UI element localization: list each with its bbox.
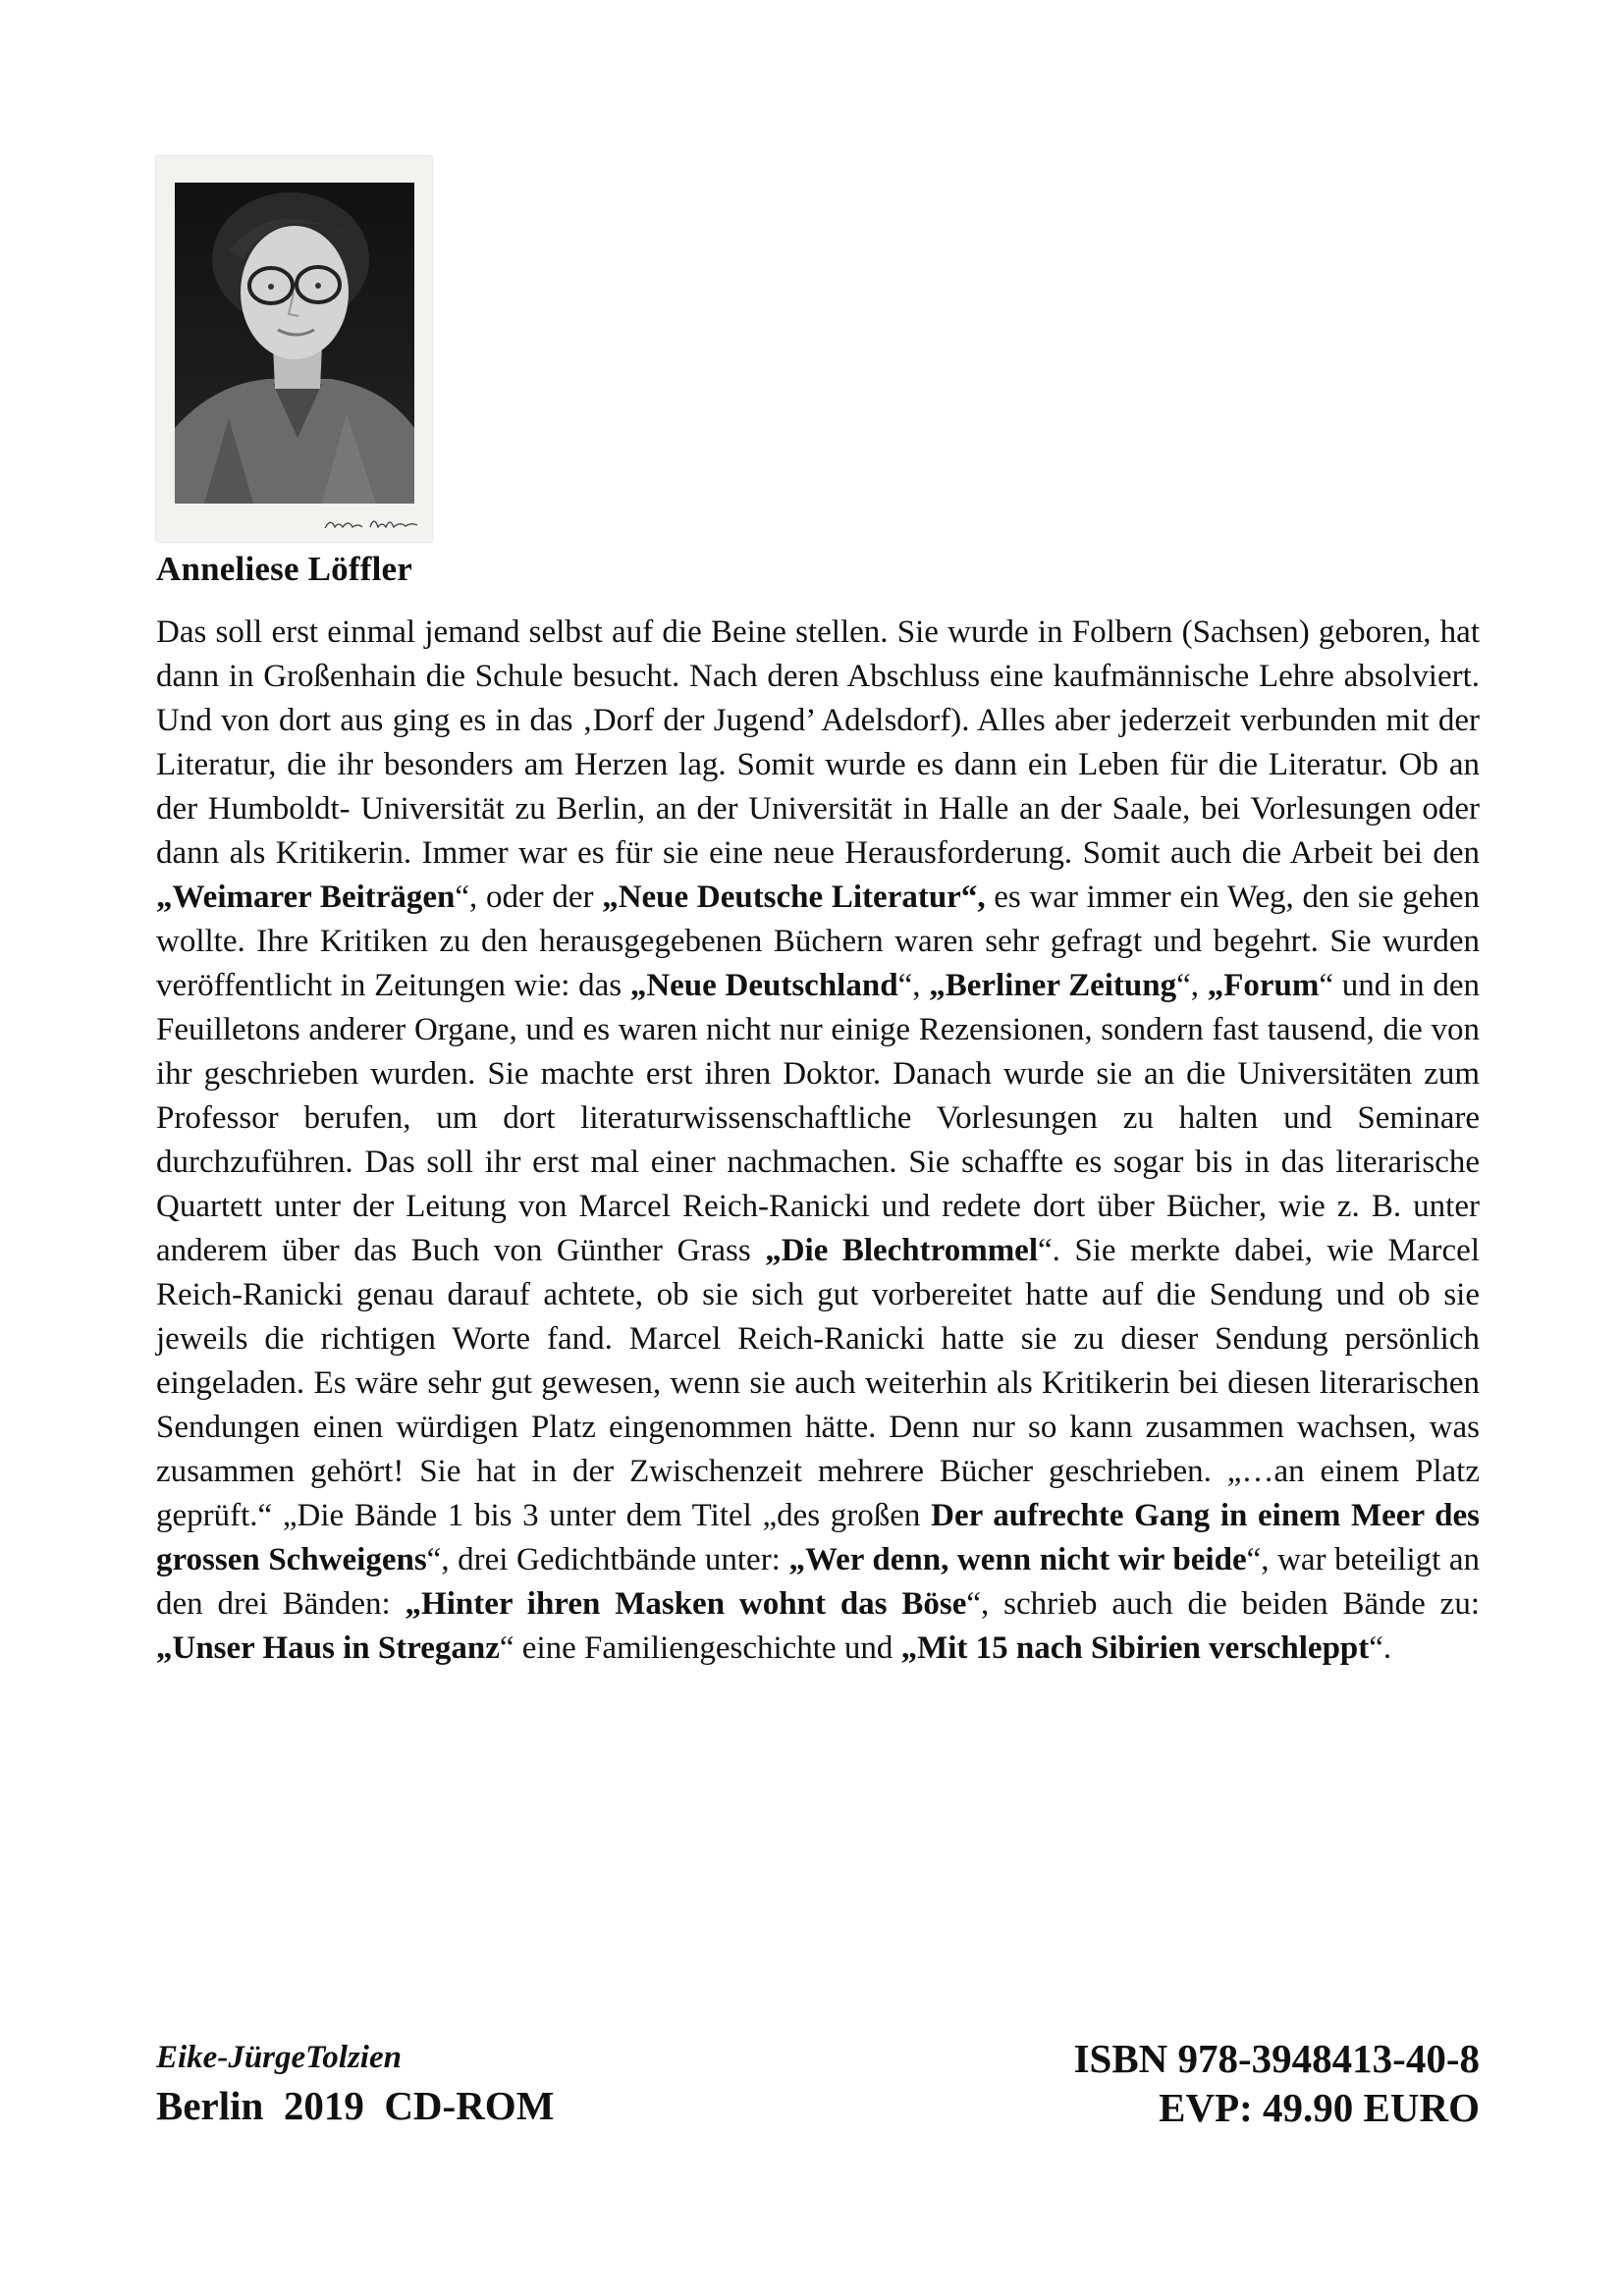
- title-unser-haus-in-streganz: „Unser Haus in Streganz: [156, 1630, 500, 1666]
- title-weimarer-beitraege: „Weimarer Beiträgen: [156, 880, 456, 915]
- bio-text: “, drei Gedichtbände unter:: [426, 1542, 789, 1577]
- title-die-blechtrommel: „Die Blechtrommel: [765, 1233, 1038, 1268]
- bio-text: “, schrieb auch die beiden Bände zu:: [966, 1586, 1480, 1622]
- author-portrait-photo: [156, 156, 432, 542]
- title-wer-denn-wenn-nicht-wir-beide: „Wer denn, wenn nicht wir beide: [788, 1542, 1247, 1577]
- footer-publisher-info: [156, 2034, 554, 2130]
- title-forum: „Forum: [1207, 968, 1320, 1003]
- title-berliner-zeitung: „Berliner Zeitung: [929, 968, 1177, 1003]
- retail-price: EVP: 49.90 EURO: [1159, 2085, 1480, 2130]
- publisher-name: Eike-JürgeTolzien: [156, 2040, 402, 2075]
- title-neue-deutschland: „Neue Deutschland: [629, 968, 898, 1003]
- title-hinter-ihren-masken: „Hinter ihren Masken wohnt das Böse: [405, 1586, 967, 1622]
- bio-text: Das soll erst einmal jemand selbst auf die Beine stellen. Sie wurde in Folbern (Sachsen) geboren, hat dann in Großenhain die Schule besucht. Nach deren Abschluss eine kaufmännische Lehre absolviert. Und von dort aus ging es in das ‚Dorf der Jugend’ Adelsdorf). Alles aber jederzeit verbunden mit der Literatur, die ihr besonders am Herzen lag. Somit wurde es dann ein Leben für die Literatur. Ob an der Humboldt- Universität zu Berlin, an der Universität in Halle an der Saale, bei Vorlesungen oder dann als Kritikerin. Immer war es für sie eine neue Herausforderung. Somit auch die Arbeit bei den: [156, 614, 1480, 871]
- bio-text: “,: [897, 968, 930, 1003]
- title-mit-15-nach-sibirien: „Mit 15 nach Sibirien verschleppt: [900, 1630, 1370, 1666]
- bio-text: “,: [1176, 968, 1208, 1003]
- biography-text: [156, 611, 1480, 1671]
- bio-text: “, war beteiligt an den drei Bänden:: [156, 1542, 1481, 1622]
- signature-image: [323, 513, 421, 533]
- title-neue-deutsche-literatur: „Neue Deutsche Literatur“,: [602, 880, 986, 915]
- author-name-heading: Anneliese Löffler: [156, 550, 412, 588]
- bio-text: “. Sie merkte dabei, wie Marcel Reich-Ranicki genau darauf achtete, ob sie sich gut vorbereitet hatte auf die Sendung und ob sie jeweils die richtigen Worte fand. Marcel Reich-Ranicki hatte sie zu dieser Sendung persönlich eingeladen. Es wäre sehr gut gewesen, wenn sie auch weiterhin als Kritikerin bei diesen literarischen Sendungen einen würdigen Platz eingenommen hätte. Denn nur so kann zusammen wachsen, was zusammen gehört! Sie hat in der Zwischenzeit mehrere Bücher geschrieben. „…an einem Platz geprüft.“ „Die Bände 1 bis 3 unter dem Titel „des großen: [156, 1233, 1480, 1533]
- isbn-number: ISBN 978-3948413-40-8: [1073, 2036, 1480, 2081]
- portrait-image: [175, 183, 414, 504]
- portrait-illustration: [175, 183, 414, 504]
- bio-text: es war immer ein Weg, den sie gehen wollte. Ihre Kritiken zu den herausgegebenen Büchern waren sehr gefragt und begehrt. Sie wurden veröffentlicht in Zeitungen wie: das: [156, 880, 1480, 1003]
- footer-book-info: [1074, 2034, 1480, 2132]
- bio-text: “, oder der: [455, 880, 603, 915]
- title-der-aufrechte-gang: Der aufrechte Gang in einem Meer des grossen Schweigens: [156, 1498, 1481, 1577]
- place-year-format: Berlin 2019 CD-ROM: [156, 2083, 555, 2128]
- bio-text: “ eine Familiengeschichte und: [499, 1630, 901, 1666]
- bio-text: “ und in den Feuilletons anderer Organe, und es waren nicht nur einige Rezensionen, sondern fast tausend, die von ihr geschrieben wurden. Sie machte erst ihren Doktor. Danach wurde sie an die Universitäten zum Professor berufen, um dort literaturwissenschaftliche Vorlesungen zu halten und Seminare durchzuführen. Das soll ihr erst mal einer nachmachen. Sie schaffte es sogar bis in das literarische Quartett unter der Leitung von Marcel Reich-Ranicki und redete dort über Bücher, wie z. B. unter anderem über das Buch von Günther Grass: [156, 968, 1481, 1268]
- bio-text: “.: [1369, 1630, 1392, 1666]
